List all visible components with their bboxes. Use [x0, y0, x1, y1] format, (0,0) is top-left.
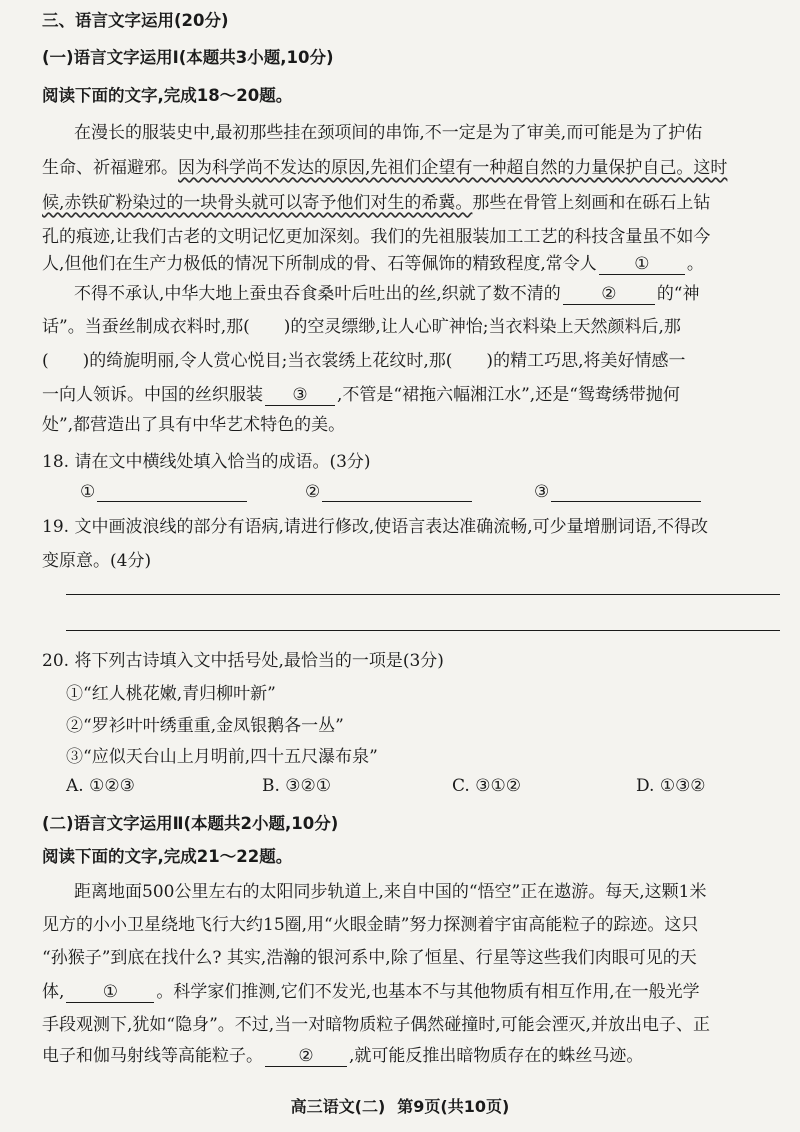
passage2-line: ( )的绮旎明丽,令人赏心悦目;当衣裳绣上花纹时,那( )的精工巧思,将美好情感一 [42, 351, 686, 371]
passage-text: 的“神 [656, 284, 700, 304]
passage-text: 体, [42, 982, 65, 1002]
wavy-underlined-text: 因为科学尚不发达的原因,先祖们企望有一种超自然的力量保护自己。这时 [178, 158, 728, 178]
passage2-line: 处”,都营造出了具有中华艺术特色的美。 [42, 415, 346, 435]
option-c[interactable]: C. ③①② [452, 776, 521, 796]
wavy-underlined-text: 候,赤铁矿粉染过的一块骨头就可以寄予他们对生的希冀。 [42, 193, 473, 213]
q18-answer-2[interactable] [305, 482, 472, 502]
part2-title: (二)语言文字运用Ⅱ(本题共2小题,10分) [42, 814, 339, 833]
answer-line[interactable] [97, 483, 247, 502]
q18-answer-1[interactable] [80, 482, 247, 502]
section-title: 三、语言文字运用(20分) [42, 11, 229, 30]
passage-text: ,就可能反推出暗物质存在的蛛丝马迹。 [349, 1046, 644, 1066]
part1-title: (一)语言文字运用Ⅰ(本题共3小题,10分) [42, 48, 334, 67]
question-19-line: 变原意。(4分) [42, 551, 152, 571]
answer-line[interactable] [322, 483, 472, 502]
page-footer [0, 1094, 800, 1117]
fill-blank-2[interactable]: ② [563, 284, 655, 305]
passage-text: 人,但他们在生产力极低的情况下所制成的骨、石等佩饰的精致程度,常令人 [42, 254, 597, 274]
answer-mark: ① [80, 482, 96, 502]
fill-blank-p2-2[interactable]: ② [265, 1046, 347, 1067]
passage3-line [42, 981, 782, 1003]
passage-text: 。科学家们推测,它们不发光,也基本不与其他物质有相互作用,在一般光学 [156, 982, 700, 1002]
answer-rule[interactable] [66, 630, 780, 631]
passage-text: ,不管是“裙拖六幅湘江水”,还是“鸳鸯绣带抛何 [337, 385, 680, 405]
answer-mark: ② [305, 482, 321, 502]
passage2-line [74, 283, 782, 305]
option-a[interactable]: A. ①②③ [66, 776, 135, 796]
passage3-line: 手段观测下,犹如“隐身”。不过,当一对暗物质粒子偶然碰撞时,可能会湮灭,并放出电子、正 [42, 1015, 710, 1035]
passage-text: 生命、祈福避邪。 [42, 158, 178, 178]
passage-text: 那些在骨管上刻画和在砾石上钻 [472, 193, 711, 213]
q18-answer-3[interactable] [534, 482, 701, 502]
question-19-line: 19. 文中画波浪线的部分有语病,请进行修改,使语言表达准确流畅,可少量增删词语,不得改 [42, 517, 709, 537]
part2-instruction: 阅读下面的文字,完成21～22题。 [42, 847, 293, 866]
passage1-line: 孔的痕迹,让我们古老的文明记忆更加深刻。我们的先祖服装加工工艺的科技含量虽不如今 [42, 227, 711, 247]
answer-line[interactable] [551, 483, 701, 502]
part1-instruction: 阅读下面的文字,完成18～20题。 [42, 86, 293, 105]
question-20: 20. 将下列古诗填入文中括号处,最恰当的一项是(3分) [42, 651, 444, 671]
passage3-line: 距离地面500公里左右的太阳同步轨道上,来自中国的“悟空”正在遨游。每天,这颗1米 [74, 882, 707, 902]
passage3-line: “孙猴子”到底在找什么? 其实,浩瀚的银河系中,除了恒星、行星等这些我们肉眼可见的天 [42, 948, 697, 968]
passage-text: 不得不承认,中华大地上蚕虫吞食桑叶后吐出的丝,织就了数不清的 [74, 284, 561, 304]
passage-text: 。 [686, 254, 704, 274]
passage2-line: 话”。当蚕丝制成衣料时,那( )的空灵缥缈,让人心旷神怡;当衣料染上天然颜料后,那 [42, 317, 681, 337]
question-18: 18. 请在文中横线处填入恰当的成语。(3分) [42, 452, 371, 472]
poem-line-2: ②“罗衫叶叶绣重重,金凤银鹅各一丛” [66, 716, 344, 736]
option-b[interactable]: B. ③②① [262, 776, 332, 796]
passage1-line [42, 192, 782, 214]
passage-text: 一向人领诉。中国的丝织服装 [42, 385, 263, 405]
poem-line-1: ①“红人桃花嫩,青归柳叶新” [66, 684, 276, 704]
fill-blank-p2-1[interactable]: ① [66, 982, 154, 1003]
footer-page-number: 第9页(共10页) [397, 1097, 510, 1116]
passage1-line: 在漫长的服装史中,最初那些挂在颈项间的串饰,不一定是为了审美,而可能是为了护佑 [74, 123, 703, 143]
passage1-line [42, 157, 782, 179]
fill-blank-1[interactable]: ① [599, 254, 685, 275]
passage2-line [42, 384, 782, 406]
passage3-line [42, 1045, 782, 1067]
poem-line-3: ③“应似天台山上月明前,四十五尺瀑布泉” [66, 747, 378, 767]
answer-rule[interactable] [66, 594, 780, 595]
footer-subject: 高三语文(二) [290, 1097, 386, 1116]
passage1-line [42, 253, 782, 275]
answer-mark: ③ [534, 482, 550, 502]
q18-answer-row [80, 482, 780, 506]
fill-blank-3[interactable]: ③ [265, 385, 335, 406]
option-d[interactable]: D. ①③② [636, 776, 706, 796]
passage3-line: 见方的小小卫星绕地飞行大约15圈,用“火眼金睛”努力探测着宇宙高能粒子的踪迹。这只 [42, 915, 699, 935]
passage-text: 电子和伽马射线等高能粒子。 [42, 1046, 263, 1066]
